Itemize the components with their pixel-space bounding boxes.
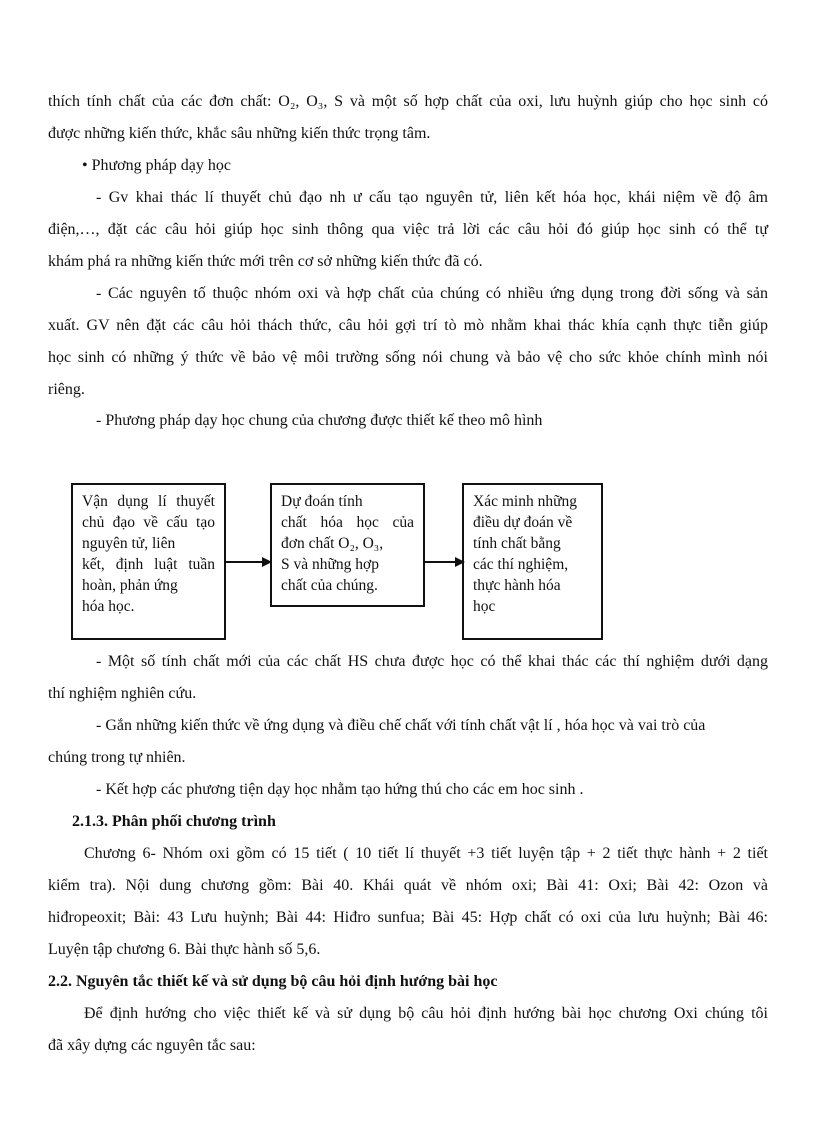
box-line: điều dự đoán về <box>473 514 573 531</box>
arrow-right-icon <box>226 555 272 569</box>
paragraph-line: Chương 6- Nhóm oxi gồm có 15 tiết ( 10 tiết lí thuyết +3 tiết luyện tập + 2 tiết thực hành + 2 tiết <box>84 845 768 862</box>
box-line: Xác minh những <box>473 493 577 510</box>
paragraph-line: - Phương pháp dạy học chung của chương được thiết kế theo mô hình <box>96 412 543 429</box>
paragraph-line: thí nghiệm nghiên cứu. <box>48 685 197 702</box>
section-heading: 2.1.3. Phân phối chương trình <box>72 813 276 830</box>
box-line: hóa học. <box>82 598 135 615</box>
box-line: chất của chúng. <box>281 577 378 594</box>
paragraph-line: Để định hướng cho việc thiết kế và sử dụng bộ câu hỏi định hướng bài học chương Oxi chúng tôi <box>84 1005 768 1022</box>
box-line: Vận dụng lí thuyết <box>82 493 215 510</box>
paragraph-line: - Gắn những kiến thức về ứng dụng và điều chế chất với tính chất vật lí , hóa học và vai trò của <box>96 717 706 734</box>
section-heading: 2.2. Nguyên tắc thiết kế và sử dụng bộ câu hỏi định hướng bài học <box>48 973 498 990</box>
paragraph-line: đã xây dựng các nguyên tắc sau: <box>48 1037 256 1054</box>
paragraph-line: học sinh có những ý thức về bảo vệ môi trường sống nói chung và bảo vệ cho sức khỏe chính mình nói <box>48 349 768 366</box>
paragraph-line: - Các nguyên tố thuộc nhóm oxi và hợp chất của chúng có nhiều ứng dụng trong đời sống và sản <box>96 285 768 302</box>
paragraph-line: - Gv khai thác lí thuyết chủ đạo nh ư cấu tạo nguyên tử, liên kết hóa học, khái niệm về độ âm <box>96 189 768 206</box>
box-line: đơn chất O₂, O₃, <box>281 535 384 552</box>
box-line: tính chất bằng <box>473 535 561 552</box>
paragraph-line: - Một số tính chất mới của các chất HS chưa được học có thể khai thác các thí nghiệm dưới dạng <box>96 653 768 670</box>
bullet-heading: • Phương pháp dạy học <box>82 157 231 174</box>
diagram-box-theory <box>71 483 226 640</box>
paragraph-line: kiểm tra). Nội dung chương gồm: Bài 40. Khái quát về nhóm oxi; Bài 41: Oxi; Bài 42: Ozon và <box>48 877 768 894</box>
arrow-right-icon <box>425 555 465 569</box>
paragraph-line: Luyện tập chương 6. Bài thực hành số 5,6. <box>48 941 321 958</box>
box-line: Dự đoán tính <box>281 493 363 510</box>
diagram-box-verification <box>462 483 603 640</box>
box-line: nguyên tử, liên <box>82 535 176 552</box>
paragraph-line: hiđropeoxit; Bài: 43 Lưu huỳnh; Bài 44: Hiđro sunfua; Bài 45: Hợp chất có oxi của lưu huỳnh; Bài 46: <box>48 909 768 926</box>
paragraph-line: được những kiến thức, khắc sâu những kiến thức trọng tâm. <box>48 125 431 142</box>
paragraph-line: - Kết hợp các phương tiện dạy học nhằm tạo hứng thú cho các em hoc sinh . <box>96 781 584 798</box>
paragraph-line: xuất. GV nên đặt các câu hỏi thách thức, câu hỏi gợi trí tò mò nhằm khai thác khía cạnh thực tiễn giúp <box>48 317 768 334</box>
paragraph-line: riêng. <box>48 381 85 398</box>
box-line: kết, định luật tuần <box>82 556 215 573</box>
diagram-box-prediction <box>270 483 425 607</box>
paragraph-line: điện,…, đặt các câu hỏi giúp học sinh thông qua việc trả lời các câu hỏi đó giúp học sinh có thể tự <box>48 221 768 238</box>
box-line: hoàn, phản ứng <box>82 577 178 594</box>
paragraph-line: thích tính chất của các đơn chất: O₂, O₃, S và một số hợp chất của oxi, lưu huỳnh giúp cho học sinh có <box>48 93 768 110</box>
box-line: S và những hợp <box>281 556 379 573</box>
box-line: học <box>473 598 496 615</box>
paragraph-line: khám phá ra những kiến thức mới trên cơ sở những kiến thức đã có. <box>48 253 483 270</box>
box-line: chủ đạo về cấu tạo <box>82 514 215 531</box>
paragraph-line: chúng trong tự nhiên. <box>48 749 186 766</box>
box-line: chất hóa học của <box>281 514 414 531</box>
box-line: thực hành hóa <box>473 577 561 594</box>
box-line: các thí nghiệm, <box>473 556 569 573</box>
